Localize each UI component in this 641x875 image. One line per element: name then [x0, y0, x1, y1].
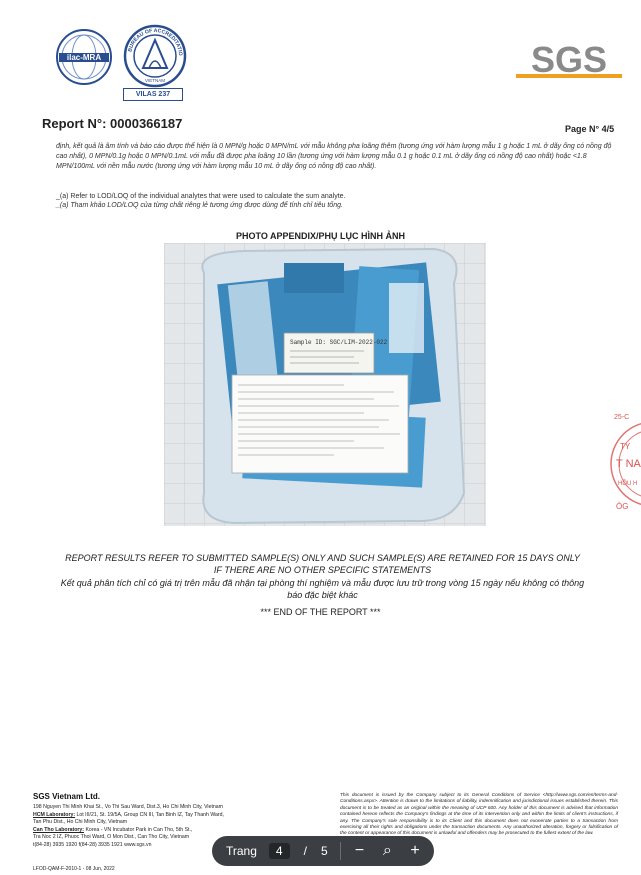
sgs-logo: [516, 44, 622, 84]
sample-bag-image: [164, 243, 486, 526]
address-line: Tra Noc 2 IZ, Phuoc Thoi Ward, O Mon Dist., Can Tho City, Vietnam: [33, 834, 190, 841]
svg-text:ÒG: ÒG: [616, 502, 629, 511]
total-pages: 5: [320, 844, 328, 858]
address-line: t(84-28) 3935 1920 f(84-28) 3935 1921 www.sgs.vn: [33, 841, 152, 848]
zoom-icon[interactable]: ⌕: [382, 842, 392, 859]
sample-retention-disclaimer-vietnamese: Kết quả phân tích chỉ có giá trị trên mẫu đã nhận tại phòng thí nghiệm và mẫu được lưu trữ trong vòng 15 ngày nếu không có thông báo đặc biệt khác: [60, 578, 585, 600]
svg-text:25-C: 25-C: [614, 414, 630, 421]
method-note-vietnamese: định, kết quả là âm tính và báo cáo được thể hiện là 0 MPN/g hoặc 0 MPN/mL với mẫu không pha loãng thêm (tương ứng với hàm lượng mẫu 1 g hoặc 1 mL ở dãy ống có nồng độ cao nhất), 0 MPN/0.1g hoặc 0 MPN/0.1mL với mẫu đã được pha loãng 10 lần (tương ứng với hàm lượng mẫu 0.1 g hoặc 0.1 mL ở dãy ống có nồng độ cao nhất) hoặc <1.8 MPN/100mL với nền mẫu nước (tương ứng với hàm lượng mẫu 10 mL ở dãy ống có nồng độ cao nhất).: [56, 143, 612, 170]
vilas-badge: VILAS 237: [123, 88, 183, 101]
photo-appendix-title: PHOTO APPENDIX/PHỤ LỤC HÌNH ẢNH: [235, 231, 405, 241]
svg-text:SGS: SGS: [530, 44, 608, 80]
company-stamp: [608, 405, 641, 523]
address-line: 198 Nguyen Thi Minh Khai St., Vo Thi Sau Ward, Dist.3, Ho Chi Minh City, Vietnam: [33, 804, 224, 810]
zoom-out-button[interactable]: −: [354, 842, 365, 859]
zoom-in-button[interactable]: +: [410, 842, 420, 859]
sample-retention-disclaimer-english: REPORT RESULTS REFER TO SUBMITTED SAMPLE(S) ONLY AND SUCH SAMPLE(S) ARE RETAINED FOR 15 DAYS ONLY IF THERE ARE NO OTHER SPECIFIC STATEMENTS: [65, 553, 580, 575]
svg-text:ilac-MRA: ilac-MRA: [66, 53, 102, 62]
lod-loq-note-english: _(a) Refer to LOD/LOQ of the individual analytes that were used to calculate the sum analyte.: [56, 193, 346, 200]
company-name: SGS Vietnam Ltd.: [33, 792, 100, 801]
page-navigation-toolbar: [212, 836, 434, 866]
page-label: Trang: [226, 844, 257, 858]
form-code: LFOD-QAM-F-2010-1 - 08 Jun, 2022: [33, 866, 115, 872]
lod-loq-note-vietnamese: _(a) Tham khảo LOD/LOQ của từng chất riêng lẻ tương ứng được dùng để tính chỉ tiêu tổng.: [56, 202, 343, 209]
address-line: Tan Phu Dist., Ho Chi Minh City, Vietnam: [33, 819, 128, 826]
end-of-report: *** END OF THE REPORT ***: [260, 607, 381, 617]
report-number: Report N°: 0000366187: [42, 116, 183, 131]
current-page-input[interactable]: 4: [269, 843, 290, 859]
ilac-mra-logo: [55, 28, 113, 86]
sample-photo: [164, 243, 486, 526]
svg-text:TY: TY: [620, 442, 631, 451]
terms-and-conditions: This document is issued by the Company subject to its General Conditions of Service <http://www.sgs.com/en/terms-and-Conditions.aspx>. Attention is drawn to the limitations of liability, indemnification and jurisdictional issues established therein. This document is to be treated as an original within the meaning of UCP 600. Any holder of this document is advised that information contained hereon reflects the Company's findings at the time of its intervention only and within the limits of client's instructions, if any. The Company's sole responsibility is to its Client and this document does not exonerate parties to a transaction from exercising all their rights and obligations under the transaction documents. Any unauthorized alteration, forgery or falsification of the content or appearance of this document is unlawful and offenders may be prosecuted to the fullest extent of the law.: [340, 793, 618, 837]
page-number: Page N° 4/5: [565, 124, 615, 134]
toolbar-divider: [340, 842, 341, 860]
page-separator: /: [303, 844, 307, 858]
address-line: Can Tho Laboratory: Korea - VN Incubator Park in Can Tho, 5th St.,: [33, 826, 193, 833]
svg-text:HỒU H: HỒU H: [618, 481, 638, 487]
svg-text:Sample ID: SGC/LIM-2022-022: Sample ID: SGC/LIM-2022-022: [290, 339, 388, 346]
svg-text:VIETNAM: VIETNAM: [144, 78, 166, 83]
svg-text:BUREAU OF ACCREDITATION: BUREAU OF ACCREDITATIO: [127, 27, 184, 57]
address-line: HCM Laboratory: Lot III/21, St. 19/5A, Group CN III, Tan Binh IZ, Tay Thanh Ward,: [33, 811, 224, 818]
bureau-of-accreditation-logo: [123, 24, 187, 88]
svg-text:T NA: T NA: [616, 458, 641, 470]
